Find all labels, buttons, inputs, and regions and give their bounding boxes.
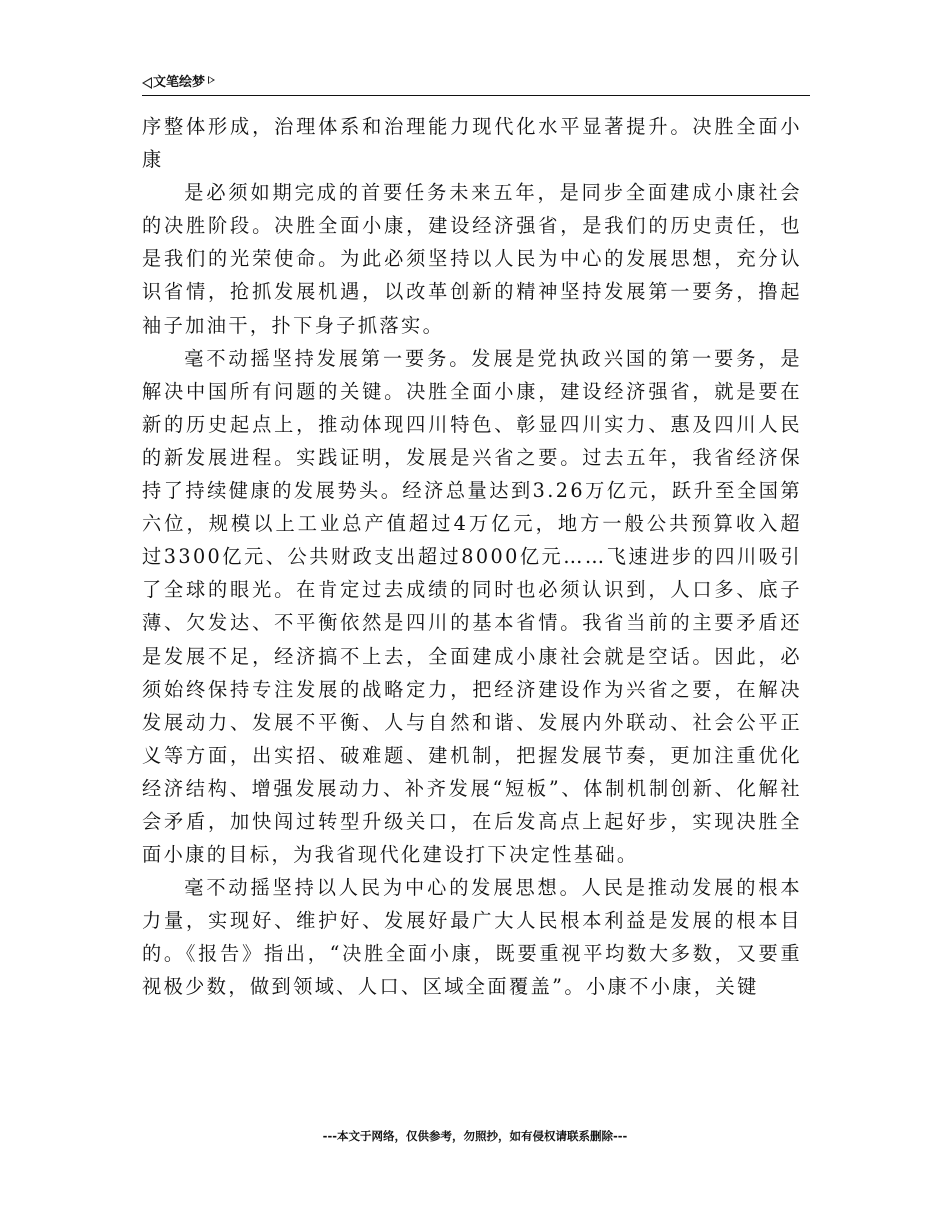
paragraph: 毫不动摇坚持以人民为中心的发展思想。人民是推动发展的根本力量，实现好、维护好、发展好最广大人民根本利益是发展的根本目的。《报告》指出，“决胜全面小康，既要重视平均数大多数，又要重视极少数，做到领域、人口、区域全面覆盖”。小康不小康，关键 — [142, 876, 802, 999]
page-footer: ---本文于网络，仅供参考，勿照抄，如有侵权请联系删除--- — [322, 1129, 628, 1143]
paragraph: 毫不动摇坚持发展第一要务。发展是党执政兴国的第一要务，是解决中国所有问题的关键。决胜全面小康，建设经济强省，就是要在新的历史起点上，推动体现四川特色、彰显四川实力、惠及四川人民的新发展进程。实践证明，发展是兴省之要。过去五年，我省经济保持了持续健康的发展势头。经济总量达到3.26万亿元，跃升至全国第六位，规模以上工业总产值超过4万亿元，地方一般公共预算收入超过3300亿元、公共财政支出超过8000亿元……飞速进步的四川吸引了全球的眼光。在肯定过去成绩的同时也必须认识到，人口多、底子薄、欠发达、不平衡依然是四川的基本省情。我省当前的主要矛盾还是发展不足，经济搞不上去，全面建成小康社会就是空话。因此，必须始终保持专注发展的战略定力，把经济建设作为兴省之要，在解决发展动力、发展不平衡、人与自然和谐、发展内外联动、社会公平正义等方面，出实招、破难题、建机制，把握发展节奏，更加注重优化经济结构、增强发展动力、补齐发展“短板”、体制机制创新、化解社会矛盾，加快闯过转型升级关口，在后发高点上起好步，实现决胜全面小康的目标，为我省现代化建设打下决定性基础。 — [142, 346, 802, 867]
right-triangle-icon — [208, 76, 215, 84]
header-brand — [142, 74, 215, 92]
header-brand-text: 文笔绘梦 — [153, 75, 206, 90]
left-triangle-icon — [142, 77, 152, 89]
paragraph-continuation: 序整体形成，治理体系和治理能力现代化水平显著提升。决胜全面小康 — [142, 115, 802, 172]
document-body — [142, 110, 802, 1004]
paragraph: 是必须如期完成的首要任务未来五年，是同步全面建成小康社会的决胜阶段。决胜全面小康，建设经济强省，是我们的历史责任，也是我们的光荣使命。为此必须坚持以人民为中心的发展思想，充分认识省情，抢抓发展机遇，以改革创新的精神坚持发展第一要务，撸起袖子加油干，扑下身子抓落实。 — [142, 181, 802, 337]
page-header — [142, 74, 810, 98]
header-divider — [142, 95, 810, 96]
